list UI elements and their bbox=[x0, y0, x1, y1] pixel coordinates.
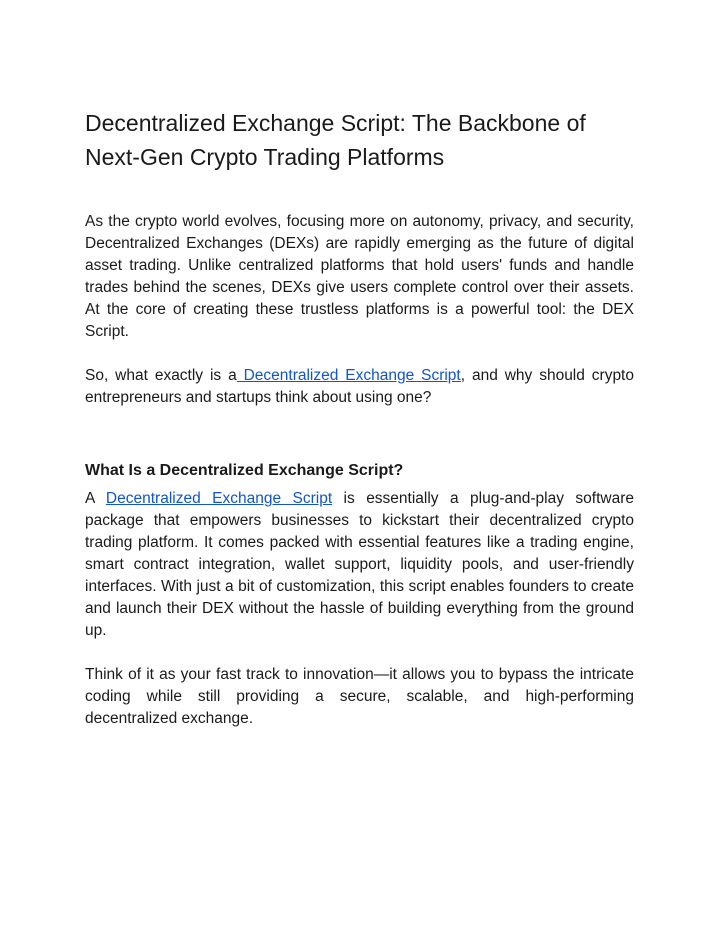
dex-script-link-2[interactable]: Decentralized Exchange Script bbox=[105, 490, 333, 507]
document-title: Decentralized Exchange Script: The Backbone of Next-Gen Crypto Trading Platforms bbox=[85, 110, 586, 170]
intro-paragraph: As the crypto world evolves, focusing more on autonomy, privacy, and security, Decentralized Exchanges (DEXs) are rapidly emerging as the future of digital asset trading. Unlike centralized platforms that hold users' funds and handle trades behind the scenes, DEXs give users complete control over their assets. At the core of creating these trustless platforms is a powerful tool: the DEX Script. bbox=[85, 213, 634, 340]
dex-script-link[interactable]: Decentralized Exchange Script bbox=[236, 367, 461, 384]
question-paragraph bbox=[85, 365, 634, 409]
question-text-before: So, what exactly is a bbox=[85, 367, 237, 384]
section-heading: What Is a Decentralized Exchange Script? bbox=[85, 462, 404, 479]
definition-paragraph bbox=[85, 488, 634, 642]
question-text-after: , and why should crypto entrepreneurs and startups think about using one? bbox=[85, 367, 634, 406]
closing-paragraph: Think of it as your fast track to innovation—it allows you to bypass the intricate coding while still providing a secure, scalable, and high-performing decentralized exchange. bbox=[85, 666, 634, 727]
document-page bbox=[85, 106, 634, 730]
definition-text-after: is essentially a plug-and-play software package that empowers businesses to kickstart their decentralized crypto trading platform. It comes packed with essential features like a trading engine, smart contract integration, wallet support, liquidity pools, and user-friendly interfaces. With just a bit of customization, this script enables founders to create and launch their DEX without the hassle of building everything from the ground up. bbox=[85, 490, 634, 639]
definition-text-before: A bbox=[85, 490, 106, 507]
